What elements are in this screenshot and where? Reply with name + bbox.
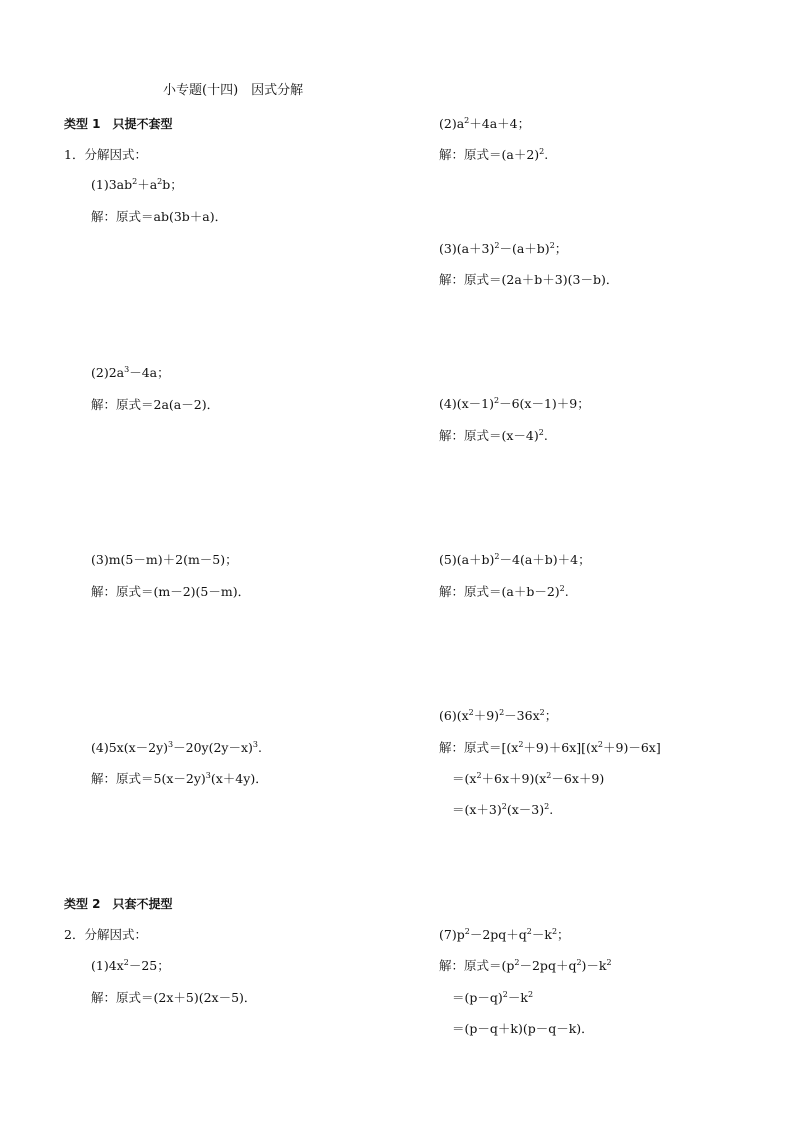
type1-heading xyxy=(64,116,173,132)
solution-left-3: 解：原式＝(m－2)(5－m)． xyxy=(91,584,251,599)
solution-right-7: 解：原式$=(p^2-2pq+q^2)-k^2$ xyxy=(439,958,612,973)
problem-left-5: $(1)4x^2-25$； xyxy=(91,958,170,973)
problem-right-6: $(6)(x^2+9)^2-36x^2$； xyxy=(439,708,558,723)
solution-right-6: 解：原式$=[(x^2+9)+6x][(x^2+9)-6x]$ xyxy=(439,740,661,755)
solution-right-7-step3: ＝(p－q＋k)(p－q－k)． xyxy=(452,1021,594,1036)
page-title: 小专题(十四) 因式分解 xyxy=(163,83,304,98)
problem-left-2: $(2)2a^3-4a$； xyxy=(91,365,170,380)
problem-left-3: (3)m(5－m)＋2(m－5)； xyxy=(91,552,238,567)
solution-right-2: 解：原式$=(a+2)^2$. xyxy=(439,147,549,162)
type2-heading xyxy=(64,896,173,912)
type1-label: 类型 1 xyxy=(64,117,101,131)
question1-label: 1．分解因式： xyxy=(64,147,147,162)
type2-label: 类型 2 xyxy=(64,897,101,911)
solution-right-6-step2: $=(x^2+6x+9)(x^2-6x+9)$ xyxy=(452,771,605,786)
problem-right-2: $(2)a^2+4a+4$； xyxy=(439,116,531,131)
question2-label: 2．分解因式： xyxy=(64,927,147,942)
solution-right-5: 解：原式$=(a+b-2)^2$. xyxy=(439,584,569,599)
problem-left-1: $(1)3ab^2+a^2b$； xyxy=(91,177,183,192)
solution-right-6-step3: $=(x+3)^2(x-3)^2$. xyxy=(452,802,554,817)
solution-left-5: 解：原式＝(2x＋5)(2x－5)． xyxy=(91,990,257,1005)
solution-left-1: 解：原式＝ab(3b＋a)． xyxy=(91,209,228,224)
problem-right-5: $(5)(a+b)^2-4(a+b)+4$； xyxy=(439,552,591,567)
solution-left-2: 解：原式＝2a(a－2)． xyxy=(91,397,220,412)
type1-name: 只提不套型 xyxy=(112,117,173,131)
type2-name: 只套不提型 xyxy=(112,897,173,911)
problem-right-3: $(3)(a+3)^2-(a+b)^2$； xyxy=(439,241,568,256)
solution-right-7-step2: $=(p-q)^2-k^2$ xyxy=(452,990,534,1005)
solution-right-4: 解：原式$=(x-4)^2$. xyxy=(439,428,548,443)
problem-right-4: $(4)(x-1)^2-6(x-1)+9$； xyxy=(439,396,590,411)
problem-right-7: $(7)p^2-2pq+q^2-k^2$； xyxy=(439,927,570,942)
problem-left-4: $(4)5x(x-2y)^3-20y(2y-x)^3$. xyxy=(91,740,262,755)
solution-right-3: 解：原式＝(2a＋b＋3)(3－b)． xyxy=(439,272,619,287)
solution-left-4: 解：原式$=5(x-2y)^3(x+4y)$． xyxy=(91,771,268,786)
